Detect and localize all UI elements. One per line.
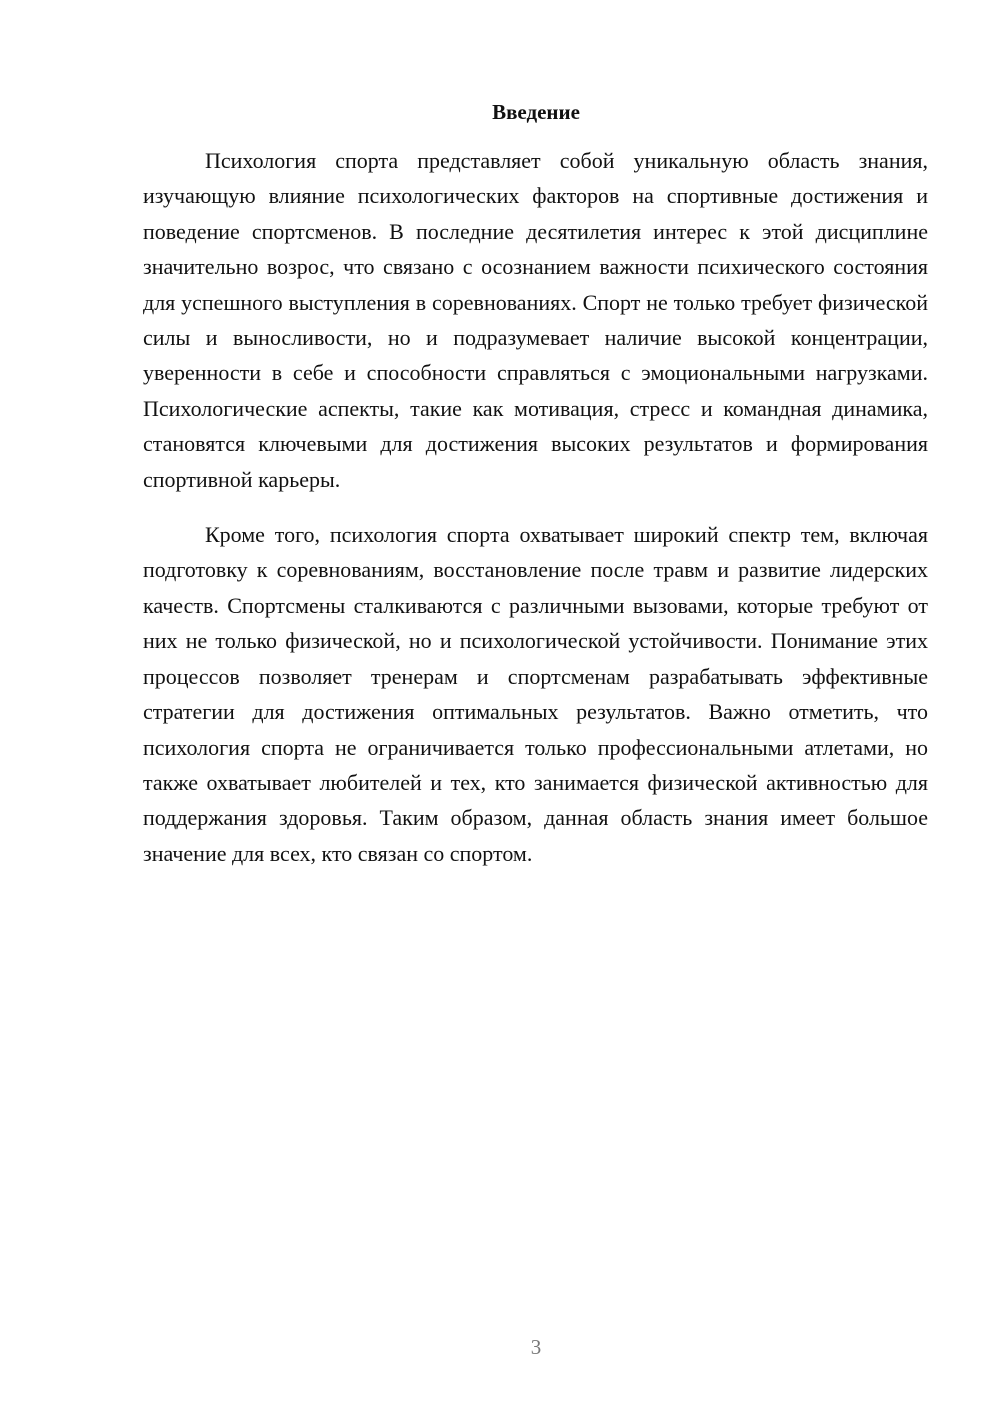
section-heading: Введение	[492, 100, 580, 124]
page-number: 3	[530, 1335, 542, 1359]
paragraph-2: Кроме того, психология спорта охватывает широкий спектр тем, включая подготовку к соревнованиям, восстановление после травм и развитие лидерских качеств. Спортсмены сталкиваются с различными вызовами, которые требуют от них не только физической, но и психологической устойчивости. Понимание этих процессов позволяет тренерам и спортсменам разрабатывать эффективные стратегии для достижения оптимальных результатов. Важно отметить, что психология спорта не ограничивается только профессиональными атлетами, но также охватывает любителей и тех, кто занимается физической активностью для поддержания здоровья. Таким образом, данная область знания имеет большое значение для всех, кто связан со спортом.	[143, 522, 928, 866]
body-text	[143, 143, 928, 871]
paragraph-1: Психология спорта представляет собой уникальную область знания, изучающую влияние психологических факторов на спортивные достижения и поведение спортсменов. В последние десятилетия интерес к этой дисциплине значительно возрос, что связано с осознанием важности психического состояния для успешного выступления в соревнованиях. Спорт не только требует физической силы и выносливости, но и подразумевает наличие высокой концентрации, уверенности в себе и способности справляться с эмоциональными нагрузками. Психологические аспекты, такие как мотивация, стресс и командная динамика, становятся ключевыми для достижения высоких результатов и формирования спортивной карьеры.	[143, 148, 928, 492]
